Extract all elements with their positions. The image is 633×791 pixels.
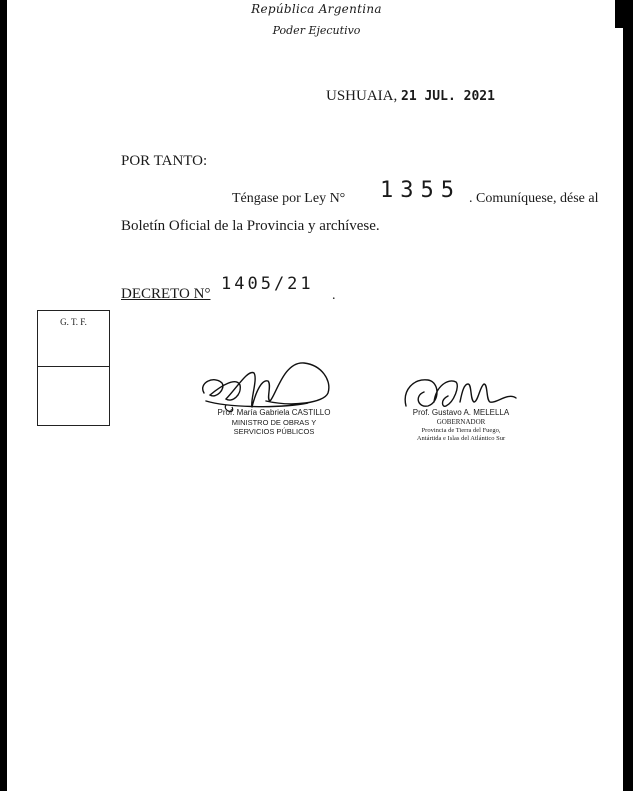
letterhead-country: República Argentina — [251, 2, 382, 16]
gtf-label: G. T. F. — [60, 317, 87, 327]
decreto-label: DECRETO N° — [121, 286, 211, 302]
letterhead-branch: Poder Ejecutivo — [272, 24, 361, 37]
place-date — [326, 88, 495, 105]
boletin-text: Boletín Oficial de la Provincia y archívese. — [121, 218, 380, 234]
decreto-number-stamp: 1405/21 — [221, 274, 314, 294]
signer-2-province-line1: Provincia de Tierra del Fuego, — [421, 427, 501, 434]
signer-2-province-line2: Antártida e Islas del Atlántico Sur — [416, 435, 506, 442]
tengase-text: Téngase por Ley N° — [232, 191, 346, 206]
gtf-box — [37, 310, 110, 426]
signer-1-role-line1: MINISTRO DE OBRAS Y — [231, 418, 317, 427]
por-tanto-heading: POR TANTO: — [121, 153, 208, 169]
comuniquese-text: . Comuníquese, dése al — [469, 191, 599, 206]
signer-2-name: Prof. Gustavo A. MELELLA — [412, 408, 510, 417]
ley-number-stamp: 1355 — [380, 178, 461, 203]
decreto-trailing: . — [332, 288, 336, 303]
signer-1-name: Prof. María Gabriela CASTILLO — [217, 408, 331, 417]
scan-edge-right — [623, 0, 633, 791]
scan-edge-left — [0, 0, 7, 791]
gtf-divider — [38, 366, 109, 367]
city: USHUAIA, — [326, 88, 398, 104]
signer-1-role-line2: SERVICIOS PÚBLICOS — [233, 427, 315, 436]
date-stamp: 21 JUL. 2021 — [401, 89, 495, 104]
signature-castillo — [196, 355, 336, 415]
signer-2-role: GOBERNADOR — [436, 418, 486, 426]
